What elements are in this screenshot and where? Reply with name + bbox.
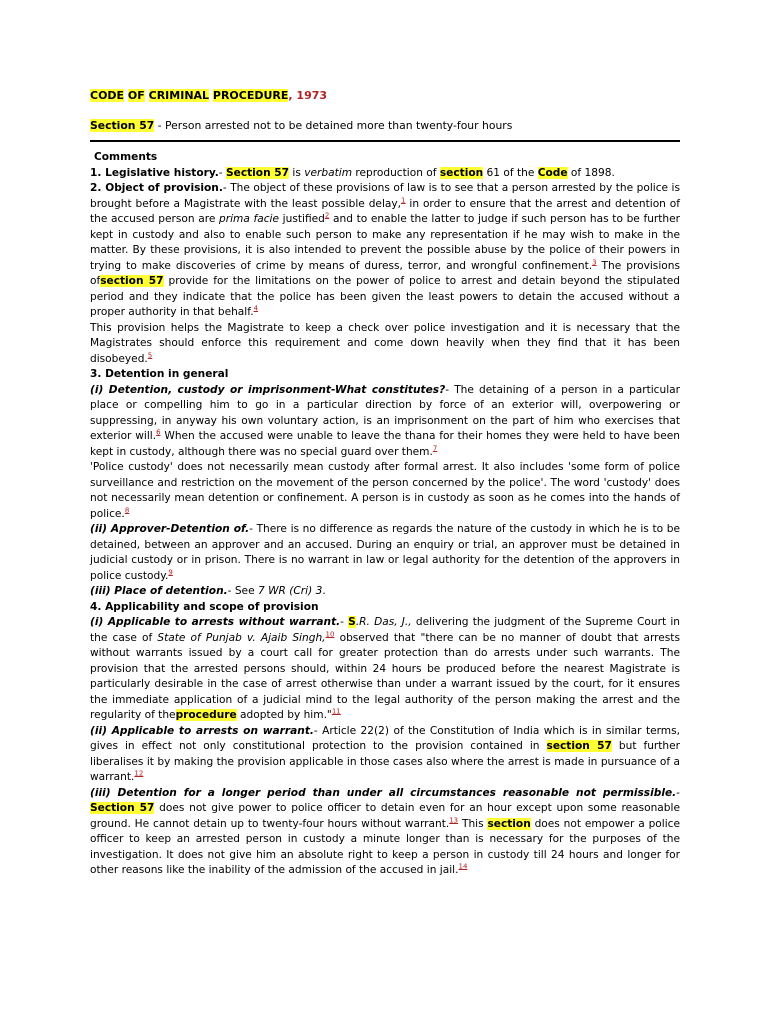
italic-text: .R. Das, J., [355,616,412,628]
page-title [90,88,680,104]
text: but further liberalises it by making the provision applicable in those cases also where the arrest is made in pursuance of a warrant. [90,740,681,783]
paragraph-magistrate-check [90,321,680,368]
document-content [90,88,680,879]
text: does not give power to police officer to detain even for an hour except upon some reasonable ground. He cannot detain up to twenty-four hours without warrant. [90,802,680,830]
footnote-link[interactable]: 13 [449,815,459,824]
footnote-link[interactable]: 5 [147,350,153,359]
text: reproduction of [352,166,440,179]
section-highlight: section [487,817,531,830]
text: This [458,817,488,830]
text: - The detaining of a person in a particular place or compelling him to go in a particular direction by force of an exterior will, overpowering or suppressing, in anyway his own voluntary action, is an imprisonment on the part of him who exercises that exterior will. [90,383,680,442]
text: provide for the limitations on the power of police to arrest and detain beyond the stipulated period and they indicate that the police has been given the least powers to detain the accused without a proper authority in that behalf. [90,275,680,318]
footnote-link[interactable]: 2 [324,211,330,220]
text: The provisions of [90,259,680,287]
text: observed that "there can be no manner of doubt that arrests without warrants issued by a court call for greater protection than do arrests under such warrants. The provision that the arrested persons should, within 24 hours be produced before the nearest Magistrate is particularly desirable in the case of arrest otherwise than under a warrant issued by the court, for it ensures the immediate application of a judicial mind to the legal authority of the person making the arrest and the regularity of the [90,631,680,721]
footnote-link[interactable]: 1 [401,195,406,204]
subheading: (iii) Detention for a longer period than under all circumstances reasonable not permissible. [90,786,677,799]
footnote-link[interactable]: 12 [134,769,144,778]
paragraph-approver-detention [90,522,680,584]
comments-heading: Comments [94,151,158,163]
text: - The object of these provisions of law is to see that a person arrested by the police is brought before a Magistrate with the least possible delay, [90,182,680,210]
title-highlight: OF [127,89,145,102]
text: in order to ensure that the arrest and detention of the accused person are [90,197,680,225]
divider [90,140,680,142]
section-highlight: section 57 [546,740,612,752]
subheading: (i) Applicable to arrests without warrant. [90,616,341,628]
text: is [289,166,305,179]
footnote-link[interactable]: 9 [168,567,173,576]
paragraph-arrests-without-warrant [90,615,680,724]
text: of 1898. [567,166,615,179]
heading: 1. Legislative history. [90,166,219,179]
title-highlight: CRIMINAL [148,89,210,102]
text: adopted by him." [236,709,332,721]
italic-text: verbatim [304,166,353,179]
text: 61 of the [483,166,538,179]
footnote-link[interactable]: 3 [592,257,597,266]
italic-text: 7 WR (Cri) 3 [257,585,323,597]
paragraph-longer-detention [90,786,680,879]
footnote-link[interactable]: 11 [331,707,341,716]
text: - [340,616,349,628]
subheading: (ii) Applicable to arrests on warrant. [90,724,314,737]
footnote-link[interactable]: 14 [458,862,468,871]
paragraph-police-custody [90,460,680,522]
paragraph-place-of-detention [90,584,680,600]
paragraph-legislative-history [90,166,680,182]
subtitle-text: - Person arrested not to be detained more than twenty-four hours [154,118,513,132]
text: . [322,585,326,597]
text: - Article 22(2) of the Constitution of India which is in similar terms, gives in effect not only constitutional protection to the provision contained in [90,724,680,752]
code-highlight: Code [537,166,568,179]
section-highlight: S [348,616,356,628]
footnote-link[interactable]: 4 [253,304,259,313]
italic-text: State of Punjab v. Ajaib Singh, [157,631,326,644]
section-highlight: Section 57 [90,802,155,814]
text: justified [279,213,325,225]
title-highlight: CODE [90,89,125,102]
paragraph-detention-custody [90,383,680,461]
footnote-link[interactable]: 8 [124,505,130,514]
section-highlight: section 57 [100,275,164,287]
section-highlight: Section 57 [90,118,155,132]
section-subtitle [90,118,680,134]
subheading: (iii) Place of detention. [90,585,228,597]
subheading: (ii) Approver-Detention of. [90,523,250,535]
text: does not empower a police officer to keep an arrested person in custody a minute longer than is necessary for the purposes of the investigation. It does not give him an absolute right to keep a person in custody till 24 hours and longer for other reasons like the inability of the admission of the accused in jail. [90,817,681,876]
text: - [676,786,680,799]
text: 'Police custody' does not necessarily mean custody after formal arrest. It also includes 'some form of police surveillance and restriction on the movement of the person concerned by the police'. The word 'custody' does not necessarily mean detention or confinement. A person is in custody as soon as he comes into the hands of police. [90,461,680,520]
footnote-link[interactable]: 7 [432,443,438,452]
title-highlight: PROCEDURE [212,89,289,102]
text: - See [227,585,258,597]
text: When the accused were unable to leave the thana for their homes they were held to have been kept in custody, although there was no special guard over them. [90,430,680,458]
text: delivering the judgment of the Supreme Court in the case of [90,616,680,644]
title-year: , 1973 [288,89,328,102]
text: This provision helps the Magistrate to keep a check over police investigation and it is necessary that the Magistrates should enforce this requirement and come down heavily when they find that it has been disobeyed. [90,321,680,365]
text: - [218,166,226,179]
heading: 2. Object of provision. [90,182,223,194]
text: and to enable the latter to judge if such person has to be further kept in custody and also to enable such person to make any representation if he may wish to make in the matter. By these provisions, it is also intended to prevent the possible abuse by the police of their powers in trying to make discoveries of crime by means of duress, terror, and wrongful confinement. [90,213,681,272]
paragraph-object-of-provision [90,181,680,321]
heading-detention-general: 3. Detention in general [90,368,229,380]
paragraph-arrests-on-warrant [90,724,680,786]
heading-applicability: 4. Applicability and scope of provision [90,600,319,613]
section-highlight: section [439,166,484,179]
footnote-link[interactable]: 6 [156,428,161,437]
procedure-highlight: procedure [175,709,237,721]
text: - There is no difference as regards the nature of the custody in which he is to be detained, between an approver and an accused. During an enquiry or trial, an approver must be detained in judicial custody or in prison. There is no warrant in law or legal authority for the detention of the approvers in police custody. [90,523,680,582]
section-highlight: Section 57 [226,166,290,179]
footnote-link[interactable]: 10 [325,629,335,638]
italic-text: prima facie [219,213,280,225]
subheading: (i) Detention, custody or imprisonment-What constitutes? [90,383,446,396]
